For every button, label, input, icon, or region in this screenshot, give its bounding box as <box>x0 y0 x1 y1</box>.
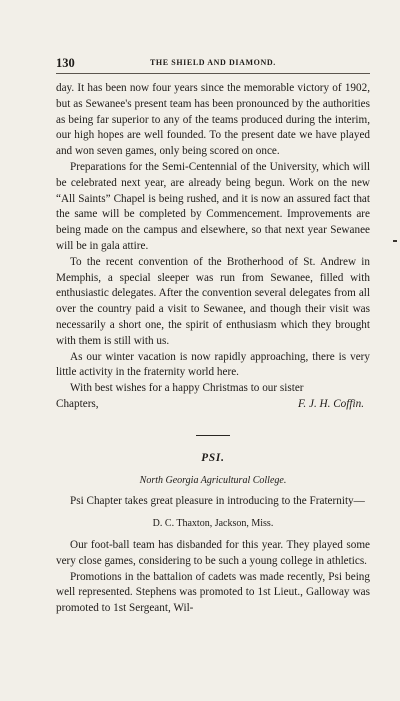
header-rule <box>56 73 370 74</box>
paragraph-best-wishes: With best wishes for a happy Christmas to our sister <box>70 382 304 395</box>
closing-signature: F. J. H. Coffin. <box>298 397 364 410</box>
paragraph-football-team: Our foot-ball team has disbanded for this year. They played some very close games, considering to be such a young college in athletics. <box>56 538 370 567</box>
paragraph-football: day. It has been now four years since the memorable victory of 1902, but as Sewanee's present team has been pronounced by the authorities as being far superior to any of the teams produced during the interim, our high hopes are well founded. To the present date we have played and won seven games, only being scored on once. <box>56 82 370 158</box>
paragraph-brotherhood: To the recent convention of the Brotherhood of St. Andrew in Memphis, a special sleeper was run from Sewanee, filled with enthusiastic delegates. After the convention several delegates from all over the country paid a visit to Sewanee, and though their visit was necessarily a short one, the spirit of enthusiasm which they brought with them is still with us. <box>56 255 370 347</box>
section-divider <box>196 435 230 436</box>
page-number: 130 <box>56 56 75 70</box>
page-body <box>56 81 370 617</box>
running-head: THE SHIELD AND DIAMOND. <box>150 58 276 67</box>
margin-mark <box>393 240 397 242</box>
paragraph-semi-centennial: Preparations for the Semi-Centennial of the University, which will be celebrated next year, are already being begun. Work on the new “All Saints” Chapel is being rushed, and it is now an assured fact that the same will be completed by Commencement. Improvements are being made on the campus and elsewhere, so that next year Sewanee will be in gala attire. <box>56 160 370 252</box>
section-heading: PSI. <box>201 451 225 464</box>
closing-line <box>56 397 370 413</box>
closing-salutation: Chapters, <box>56 397 99 410</box>
paragraph-winter-vacation: As our winter vacation is now rapidly approaching, there is very little activity in the fraternity world here. <box>56 350 370 379</box>
paragraph-promotions: Promotions in the battalion of cadets was made recently, Psi being well represented. Stephens was promoted to 1st Lieut., Galloway was promoted to 1st Sergeant, Wil- <box>56 570 370 615</box>
introduced-member: D. C. Thaxton, Jackson, Miss. <box>152 518 274 530</box>
paragraph-intro: Psi Chapter takes great pleasure in introducing to the Fraternity— <box>70 495 365 508</box>
page-header <box>56 56 370 72</box>
section-subheading: North Georgia Agricultural College. <box>139 474 287 486</box>
